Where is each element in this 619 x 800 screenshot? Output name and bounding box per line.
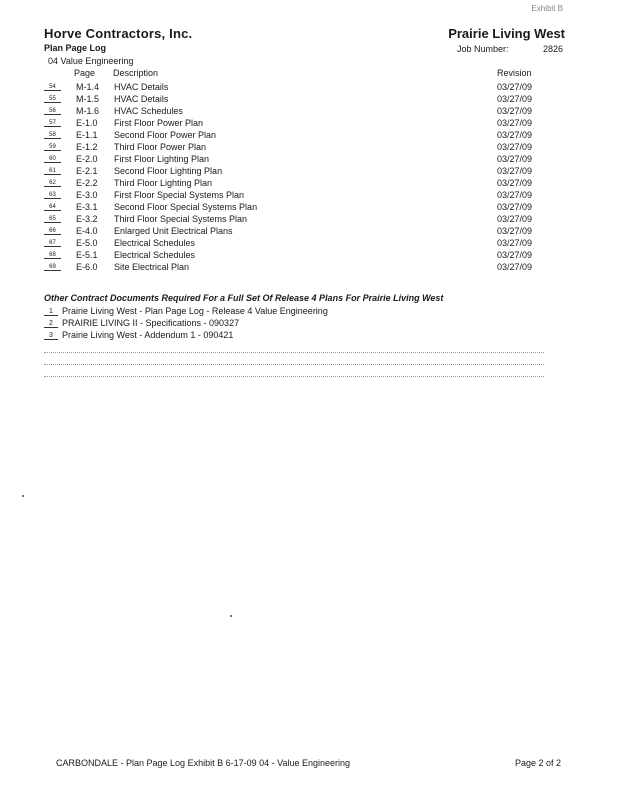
section-heading: 04 Value Engineering <box>48 56 134 66</box>
row-description: Site Electrical Plan <box>114 262 190 272</box>
row-page: E-2.2 <box>76 178 98 188</box>
list-item <box>0 318 619 330</box>
row-revision: 03/27/09 <box>497 250 533 260</box>
row-description: Third Floor Special Systems Plan <box>114 214 248 224</box>
table-row <box>0 262 619 274</box>
item-number: 3 <box>44 332 58 340</box>
column-header-page: Page <box>74 68 96 78</box>
row-number: 67 <box>44 240 61 247</box>
row-number: 69 <box>44 264 61 271</box>
row-page: M-1.5 <box>76 94 100 104</box>
document-subtitle: Plan Page Log <box>44 43 107 53</box>
table-row <box>0 226 619 238</box>
table-row <box>0 130 619 142</box>
footer-document-title: CARBONDALE - Plan Page Log Exhibit B 6-17-09 04 - Value Engineering <box>56 758 350 768</box>
row-number: 54 <box>44 84 61 91</box>
row-revision: 03/27/09 <box>497 226 533 236</box>
job-number-label: Job Number: <box>457 44 509 54</box>
job-number-value: 2826 <box>543 44 564 54</box>
row-page: M-1.4 <box>76 82 100 92</box>
row-number: 66 <box>44 228 61 235</box>
table-row <box>0 94 619 106</box>
row-number: 64 <box>44 204 61 211</box>
row-description: Third Floor Lighting Plan <box>114 178 213 188</box>
row-page: E-6.0 <box>76 262 98 272</box>
row-number: 61 <box>44 168 61 175</box>
blank-entry-line <box>44 376 544 377</box>
table-row <box>0 178 619 190</box>
table-row <box>0 202 619 214</box>
item-text: Prairie Living West - Addendum 1 - 090421 <box>62 330 234 340</box>
table-row <box>0 118 619 130</box>
row-revision: 03/27/09 <box>497 130 533 140</box>
table-row <box>0 166 619 178</box>
row-revision: 03/27/09 <box>497 82 533 92</box>
row-page: E-3.2 <box>76 214 98 224</box>
row-page: E-1.1 <box>76 130 98 140</box>
row-description: Third Floor Power Plan <box>114 142 207 152</box>
item-number: 2 <box>44 320 58 328</box>
row-page: E-5.1 <box>76 250 98 260</box>
row-number: 68 <box>44 252 61 259</box>
row-description: HVAC Schedules <box>114 106 183 116</box>
scan-speck <box>230 615 232 617</box>
row-number: 59 <box>44 144 61 151</box>
row-revision: 03/27/09 <box>497 94 533 104</box>
scan-speck <box>22 495 24 497</box>
row-description: Electrical Schedules <box>114 238 196 248</box>
row-page: E-1.0 <box>76 118 98 128</box>
project-name: Prairie Living West <box>448 26 565 41</box>
row-description: First Floor Power Plan <box>114 118 204 128</box>
footer-page-number: Page 2 of 2 <box>514 758 561 768</box>
row-number: 57 <box>44 120 61 127</box>
row-revision: 03/27/09 <box>497 118 533 128</box>
row-page: E-2.0 <box>76 154 98 164</box>
column-header-description: Description <box>113 68 159 78</box>
row-description: Electrical Schedules <box>114 250 196 260</box>
row-revision: 03/27/09 <box>497 190 533 200</box>
row-revision: 03/27/09 <box>497 154 533 164</box>
table-row <box>0 154 619 166</box>
row-description: HVAC Details <box>114 82 169 92</box>
row-number: 55 <box>44 96 61 103</box>
row-number: 65 <box>44 216 61 223</box>
table-row <box>0 190 619 202</box>
row-revision: 03/27/09 <box>497 106 533 116</box>
table-row <box>0 238 619 250</box>
row-number: 56 <box>44 108 61 115</box>
list-item <box>0 306 619 318</box>
row-description: Second Floor Special Systems Plan <box>114 202 258 212</box>
item-text: PRAIRIE LIVING II - Specifications - 090327 <box>62 318 240 328</box>
row-number: 60 <box>44 156 61 163</box>
row-number: 63 <box>44 192 61 199</box>
other-documents-heading: Other Contract Documents Required For a Full Set Of Release 4 Plans For Prairie Living West <box>44 293 444 303</box>
table-row <box>0 82 619 94</box>
row-revision: 03/27/09 <box>497 202 533 212</box>
table-row <box>0 142 619 154</box>
row-page: E-3.0 <box>76 190 98 200</box>
row-revision: 03/27/09 <box>497 178 533 188</box>
row-description: First Floor Special Systems Plan <box>114 190 245 200</box>
row-description: Second Floor Power Plan <box>114 130 217 140</box>
row-page: E-1.2 <box>76 142 98 152</box>
company-name: Horve Contractors, Inc. <box>44 26 193 41</box>
item-number: 1 <box>44 308 58 316</box>
row-number: 58 <box>44 132 61 139</box>
row-description: First Floor Lighting Plan <box>114 154 210 164</box>
row-revision: 03/27/09 <box>497 262 533 272</box>
row-revision: 03/27/09 <box>497 238 533 248</box>
row-revision: 03/27/09 <box>497 166 533 176</box>
row-page: M-1.6 <box>76 106 100 116</box>
row-description: Second Floor Lighting Plan <box>114 166 223 176</box>
row-number: 62 <box>44 180 61 187</box>
blank-entry-line <box>44 364 544 365</box>
column-header-revision: Revision <box>497 68 532 78</box>
row-description: Enlarged Unit Electrical Plans <box>114 226 233 236</box>
row-revision: 03/27/09 <box>497 142 533 152</box>
item-text: Prairie Living West - Plan Page Log - Release 4 Value Engineering <box>62 306 328 316</box>
table-row <box>0 214 619 226</box>
row-description: HVAC Details <box>114 94 169 104</box>
row-page: E-5.0 <box>76 238 98 248</box>
row-page: E-4.0 <box>76 226 98 236</box>
table-row <box>0 250 619 262</box>
list-item <box>0 330 619 342</box>
table-row <box>0 106 619 118</box>
blank-entry-line <box>44 352 544 353</box>
row-page: E-3.1 <box>76 202 98 212</box>
exhibit-label: Exhibit B <box>531 4 563 13</box>
row-page: E-2.1 <box>76 166 98 176</box>
row-revision: 03/27/09 <box>497 214 533 224</box>
